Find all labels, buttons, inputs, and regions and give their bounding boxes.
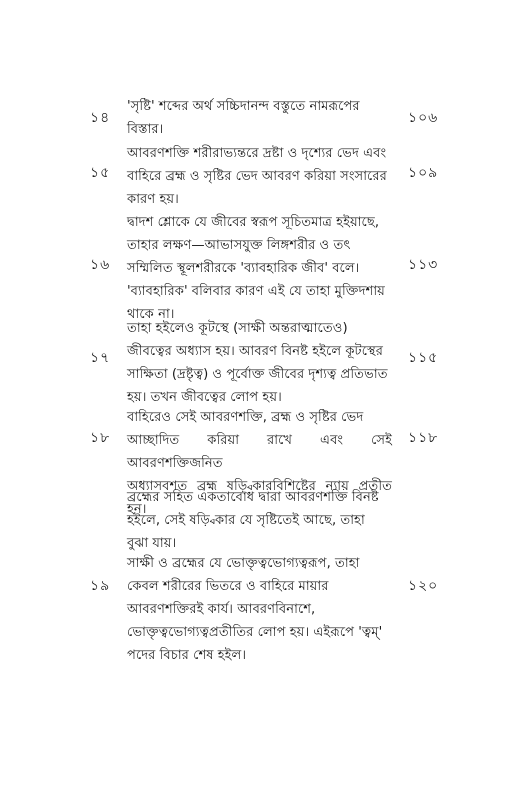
entry-number-left-17: ১৭	[90, 350, 111, 366]
entry-text-14: 'সৃষ্টি' শব্দের অর্থ সচ্চিদানন্দ বস্তুতে নামরূপের বিস্তার।	[127, 99, 360, 137]
entry-number-left-18: ১৮	[90, 430, 111, 446]
entry-text-17: তাহা হইলেও কূটস্থে (সাক্ষী অন্তরাত্মাতেও) জীবত্বের অধ্যাস হয়। আবরণ বিনষ্ট হইলে কূটস্থের সাক্ষিতা (দ্রষ্টৃত্ব) ও পূর্বোক্ত জীবের দৃশ্যত্ব প্রতিভাত হয়। তখন জীবত্বের লোপ হয়।	[127, 321, 388, 405]
entry-text-19: সাক্ষী ও ব্রহ্মের যে ভোক্তৃত্বভোগ্যত্বরূপ, তাহা কেবল শরীরের ভিতরে ও বাহিরে মায়ার আবরণশক্তিরই কার্য। আবরণবিনাশে, ভোক্তৃত্বভোগ্যত্বপ্রতীতির লোপ হয়। এইরূপে 'ত্বম্' পদের বিচার শেষ হইল।	[127, 556, 383, 663]
entry-text-18: বাহিরেও সেই আবরণশক্তি, ব্রহ্ম ও সৃষ্টির ভেদ আচ্ছাদিত করিয়া রাখে এবং সেই আবরণশক্তিজনিত অধ্যাসবশত ব্রহ্ম ষড়্বিকারবিশিষ্টের ন্যায় প্রতীত হন।	[127, 410, 392, 517]
entry-number-left-16: ১৬	[90, 257, 111, 273]
entry-number-left-15: ১৫	[90, 165, 111, 181]
entry-number-right-17: ১১৫	[408, 350, 439, 366]
entry-number-left-14: ১৪	[90, 110, 111, 126]
entry-number-right-16: ১১৩	[408, 257, 439, 273]
entry-number-right-14: ১০৬	[408, 110, 439, 126]
entry-number-right-18: ১১৮	[408, 430, 439, 446]
entry-text-15: আবরণশক্তি শরীরাভ্যন্তরে দ্রষ্টা ও দৃশ্যের ভেদ এবং বাহিরে ব্রহ্ম ও সৃষ্টির ভেদ আবরণ করিয়া সংসারের কারণ হয়।	[127, 146, 387, 207]
entry-number-left-19: ১৯	[90, 578, 111, 594]
continuation-paragraph: ব্রহ্মের সহিত একতাবোধ দ্বারা আবরণশক্তি বিনষ্ট হইলে, সেই ষড়্বিকার যে সৃষ্টিতেই আছে, তাহা বুঝা যায়।	[127, 490, 379, 551]
entry-number-right-15: ১০৯	[408, 165, 439, 181]
entry-number-right-19: ১২০	[408, 578, 439, 594]
entry-text-16: দ্বাদশ শ্লোকে যে জীবের স্বরূপ সূচিতমাত্র হইয়াছে, তাহার লক্ষণ—আভাসযুক্ত লিঙ্গশরীর ও তৎ সম্মিলিত স্থূলশরীরকে 'ব্যাবহারিক জীব' বলে। 'ব্যাবহারিক' বলিবার কারণ এই যে তাহা মুক্তিদশায় থাকে না।	[127, 215, 385, 322]
